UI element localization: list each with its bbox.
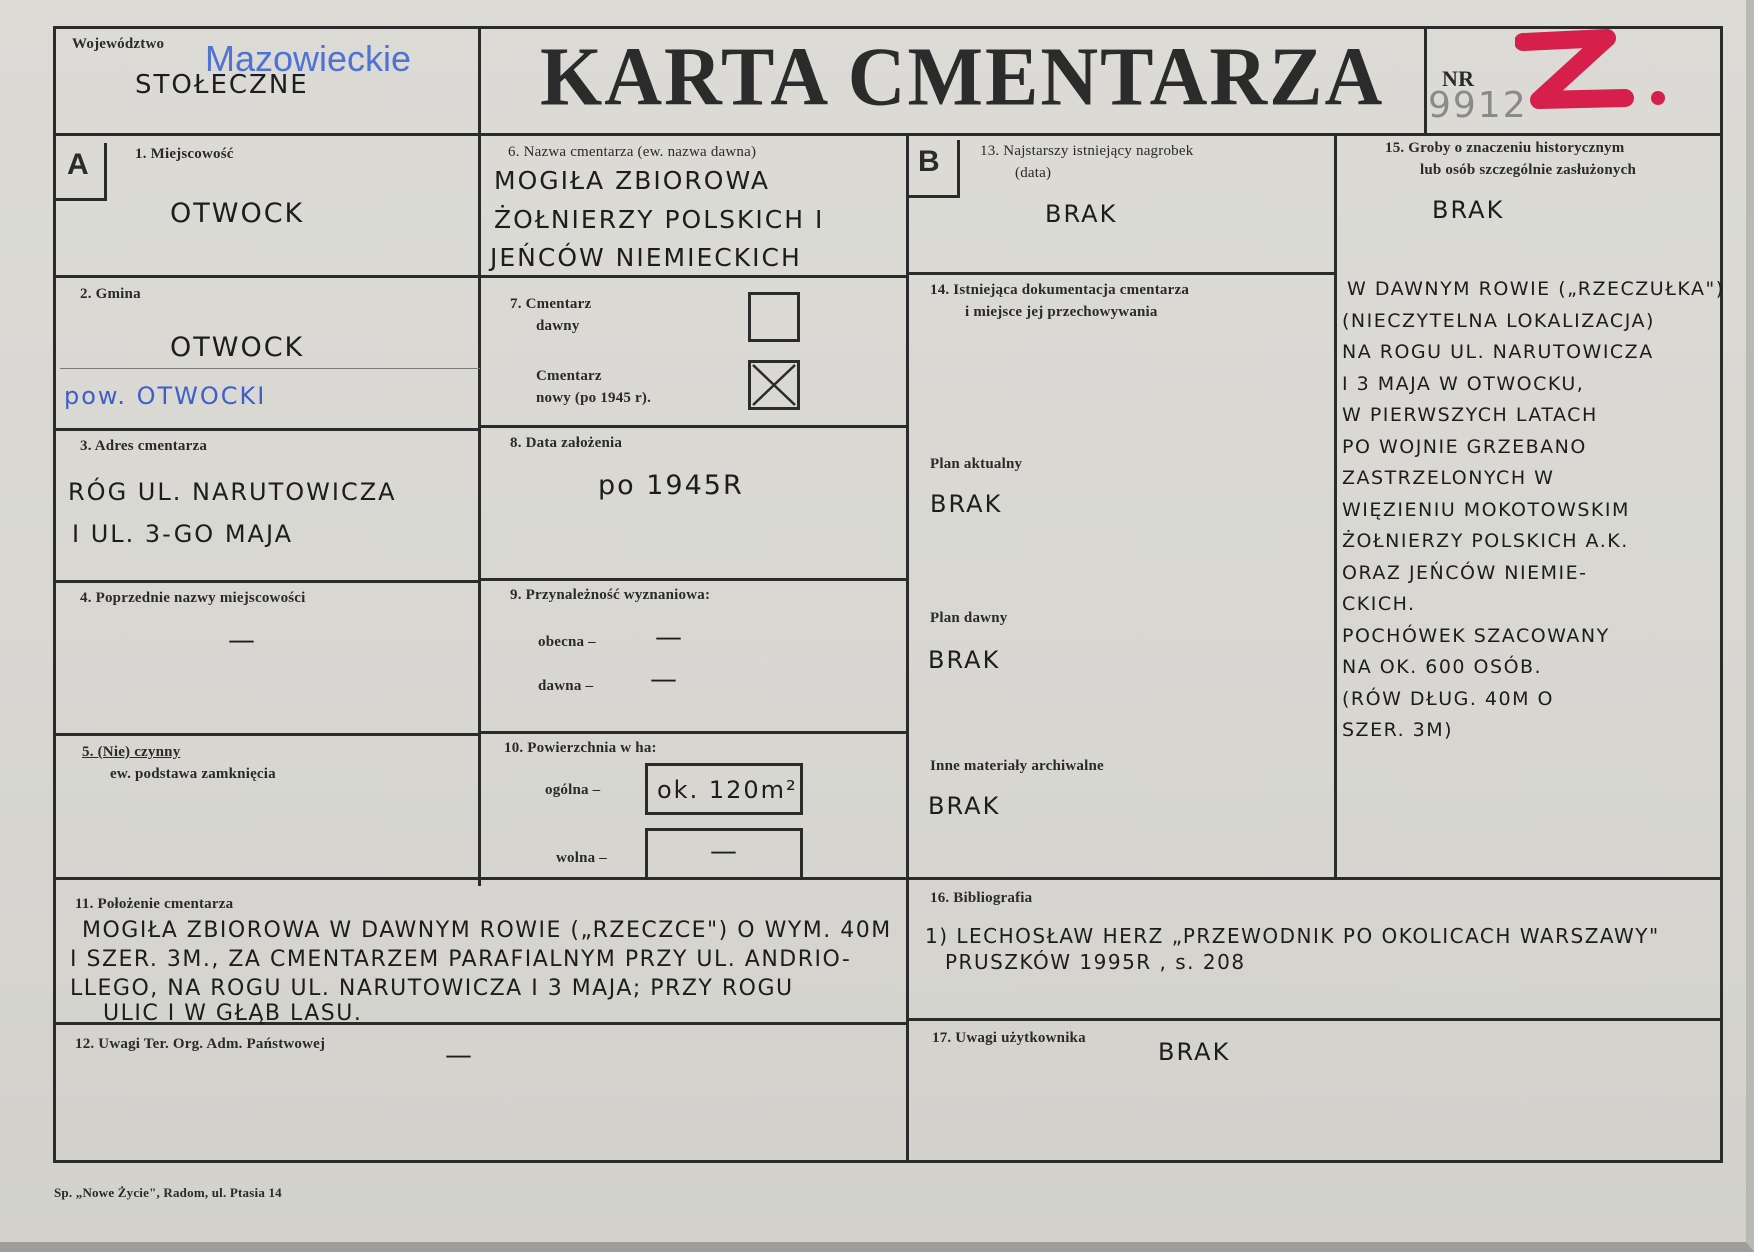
grid-line: [478, 578, 909, 581]
nr-value: 9912: [1428, 85, 1528, 126]
f7-label-a1: 7. Cmentarz: [510, 296, 592, 312]
f8-label: 8. Data założenia: [510, 435, 623, 451]
f9-obecna-label: obecna –: [538, 634, 596, 650]
grid-line: [478, 275, 909, 278]
f13-label1: 13. Najstarszy istniejący nagrobek: [980, 143, 1194, 159]
f7-label-b2: nowy (po 1945 r).: [536, 390, 652, 406]
f10-ogolna-value: ok. 120m²: [657, 776, 798, 804]
f6-line2: ŻOŁNIERZY POLSKICH I: [494, 205, 825, 234]
f9-label: 9. Przynależność wyznaniowa:: [510, 587, 711, 603]
f6-line3: JEŃCÓW NIEMIECKICH: [490, 243, 802, 272]
f13-label2: (data): [1015, 165, 1052, 181]
section-a-letter: A: [67, 148, 89, 181]
grid-line: [53, 1160, 1723, 1163]
f5-label1: 5. (Nie) czynny: [82, 744, 181, 760]
f13-value: BRAK: [1045, 200, 1118, 228]
f2-label: 2. Gmina: [80, 286, 141, 302]
plan-dawny-label: Plan dawny: [930, 610, 1008, 626]
f7-dawny-checkbox[interactable]: [748, 292, 800, 342]
f6-line1: MOGIŁA ZBIOROWA: [494, 166, 770, 195]
grid-line: [478, 731, 909, 734]
f4-value: —: [228, 625, 257, 656]
f8-value: po 1945R: [598, 470, 744, 501]
f3-line1: RÓG UL. NARUTOWICZA: [68, 478, 397, 506]
grid-line: [53, 877, 1723, 880]
f3-label: 3. Adres cmentarza: [80, 438, 208, 454]
f15-note-line: (RÓW DŁUG. 40M O: [1342, 687, 1554, 710]
f15-value: BRAK: [1432, 196, 1505, 224]
f15-note-line: PO WOJNIE GRZEBANO: [1342, 435, 1587, 458]
f4-label: 4. Poprzednie nazwy miejscowości: [80, 590, 306, 606]
f9-dawna-value: —: [650, 664, 679, 695]
f15-note-line: ORAZ JEŃCÓW NIEMIE-: [1342, 561, 1588, 584]
grid-line: [53, 26, 1723, 29]
f10-wolna-label: wolna –: [556, 850, 607, 866]
f11-line2: I SZER. 3M., ZA CMENTARZEM PARAFIALNYM PRZY UL. ANDRIO-: [70, 947, 852, 972]
grid-line: [478, 26, 481, 886]
f3-line2: I UL. 3-GO MAJA: [72, 520, 294, 548]
page-title: KARTA CMENTARZA: [540, 30, 1385, 124]
f9-dawna-label: dawna –: [538, 678, 594, 694]
wojewodztwo-label: Województwo: [72, 36, 165, 52]
grid-line: [53, 428, 481, 431]
f6-label: 6. Nazwa cmentarza (ew. nazwa dawna): [508, 144, 757, 160]
f15-note-line: ZASTRZELONYCH W: [1342, 467, 1555, 489]
f16-line1: 1) LECHOSŁAW HERZ „PRZEWODNIK PO OKOLICACH WARSZAWY": [925, 924, 1660, 948]
grid-line: [1334, 133, 1337, 880]
f15-note-line: CKICH.: [1342, 593, 1416, 615]
f16-line2: PRUSZKÓW 1995R , s. 208: [945, 950, 1246, 974]
f11-line3: LLEGO, NA ROGU UL. NARUTOWICZA I 3 MAJA; PRZY ROGU: [70, 976, 794, 1001]
inne-label: Inne materiały archiwalne: [930, 758, 1104, 774]
f14-label2: i miejsce jej przechowywania: [965, 304, 1158, 320]
f2-value: OTWOCK: [170, 332, 305, 363]
grid-line: [1720, 26, 1723, 1163]
grid-line: [1424, 26, 1427, 136]
f2-pow: pow. OTWOCKI: [64, 382, 267, 410]
plan-dawny-value: BRAK: [928, 646, 1001, 674]
f10-label: 10. Powierzchnia w ha:: [504, 740, 657, 756]
f11-label: 11. Położenie cmentarza: [75, 896, 234, 912]
f15-note-line: I 3 MAJA W OTWOCKU,: [1342, 372, 1585, 395]
wojewodztwo-stamp: Mazowieckie: [205, 38, 412, 79]
f15-note-line: (NIECZYTELNA LOKALIZACJA): [1342, 309, 1655, 332]
section-b-letter: B: [918, 145, 940, 178]
f2-divider: [60, 368, 480, 369]
f1-label: 1. Miejscowość: [135, 146, 234, 162]
f15-label1: 15. Groby o znaczeniu historycznym: [1385, 140, 1625, 156]
nr-label: NR: [1442, 66, 1475, 91]
f5-label2: ew. podstawa zamknięcia: [110, 766, 276, 782]
f1-value: OTWOCK: [170, 198, 305, 229]
grid-line: [906, 1018, 1723, 1021]
inne-value: BRAK: [928, 792, 1001, 820]
plan-aktualny-value: BRAK: [930, 490, 1003, 518]
f15-note-line: W PIERWSZYCH LATACH: [1342, 404, 1598, 426]
f11-line1: MOGIŁA ZBIOROWA W DAWNYM ROWIE („RZECZCE") O WYM. 40M: [82, 918, 892, 943]
f15-label2: lub osób szczególnie zasłużonych: [1420, 162, 1636, 178]
nr-letter: [1515, 28, 1516, 29]
f15-note-line: WIĘZIENIU MOKOTOWSKIM: [1342, 498, 1630, 521]
wojewodztwo-value: STOŁECZNE: [135, 70, 309, 100]
checkbox-cross-icon: [751, 363, 797, 407]
grid-line: [478, 425, 909, 428]
f15-note-line: ŻOŁNIERZY POLSKICH A.K.: [1342, 530, 1629, 552]
f12-label: 12. Uwagi Ter. Org. Adm. Państwowej: [75, 1036, 326, 1052]
f16-label: 16. Bibliografia: [930, 890, 1033, 906]
footer-printer: Sp. „Nowe Życie", Radom, ul. Ptasia 14: [54, 1185, 282, 1200]
f17-label: 17. Uwagi użytkownika: [932, 1030, 1086, 1046]
f7-nowy-checkbox[interactable]: [748, 360, 800, 410]
grid-line: [53, 275, 481, 278]
f7-label-b1: Cmentarz: [536, 368, 602, 384]
grid-line: [53, 133, 1723, 136]
nr-letter-mark: [1515, 28, 1675, 123]
f7-label-a2: dawny: [536, 318, 580, 334]
f17-value: BRAK: [1158, 1038, 1231, 1066]
f10-wolna-value: —: [710, 836, 739, 867]
grid-line: [53, 733, 481, 736]
f15-note-line: W DAWNYM ROWIE („RZECZUŁKA"): [1347, 278, 1725, 300]
grid-line: [906, 133, 909, 1163]
grid-line: [53, 580, 481, 583]
f15-note-line: NA OK. 600 OSÓB.: [1342, 656, 1543, 678]
f15-note-line: POCHÓWEK SZACOWANY: [1342, 624, 1610, 647]
f15-note-line: NA ROGU UL. NARUTOWICZA: [1342, 341, 1654, 363]
f14-label1: 14. Istniejąca dokumentacja cmentarza: [930, 282, 1190, 298]
f15-note-line: SZER. 3M): [1342, 719, 1454, 741]
f10-ogolna-label: ogólna –: [545, 782, 601, 798]
f12-value: —: [445, 1040, 474, 1071]
grid-line: [906, 272, 1337, 275]
plan-aktualny-label: Plan aktualny: [930, 456, 1023, 472]
f11-line4: ULIC I W GŁĄB LASU.: [103, 1001, 363, 1026]
f9-obecna-value: —: [655, 622, 684, 653]
